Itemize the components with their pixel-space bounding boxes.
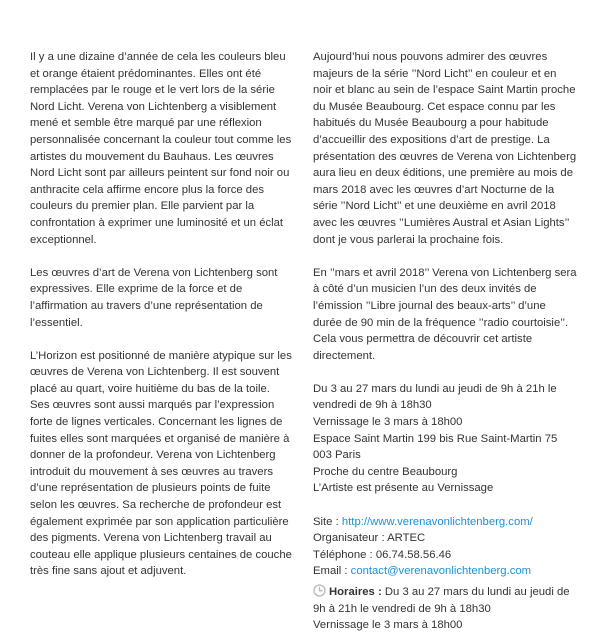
- site-label: Site :: [313, 515, 342, 528]
- email-link[interactable]: contact@verenavonlichtenberg.com: [350, 565, 532, 578]
- exhibition-dates: Du 3 au 27 mars du lundi au jeudi de 9h à 21h le vendredi de 9h à 18h30: [313, 382, 557, 412]
- organizer-value: ARTEC: [387, 532, 426, 545]
- hours-label: Horaires :: [329, 586, 382, 598]
- exhibition-address: Espace Saint Martin 199 bis Rue Saint-Martin 75 003 Paris: [313, 432, 558, 462]
- hours-line: [313, 584, 577, 617]
- organizer-label: Organisateur :: [313, 532, 388, 545]
- paragraph-exhibition: Aujourd’hui nous pouvons admirer des œuvres majeurs de la série ’’Nord Licht’’ en couleur et en noir et blanc au sein de l’espace Saint Martin proche du Musée Beaubourg. Cet espace connu par les habitués du Musée Beaubourg a pour habitude d’accueillir des expositions d’art de prestige. La présentation des œuvres de Verena von Lichtenberg aura lieu en deux éditions, une première au mois de mars 2018 avec les œuvres d’art Nocturne de la série ’’Nord Licht’’ et une deuxième en avril 2018 avec les œuvres ’’Lumières Austral et Asian Lights’’ dont je vous parlerai la prochaine fois.: [313, 51, 577, 246]
- spacer: [313, 497, 577, 514]
- right-column: [313, 49, 577, 634]
- email-label: Email :: [313, 565, 351, 578]
- exhibition-near: Proche du centre Beaubourg: [313, 465, 458, 478]
- organizer-line: [313, 530, 577, 547]
- phone-value: 06.74.58.56.46: [375, 548, 452, 561]
- phone-line: [313, 547, 577, 564]
- clock-icon: [313, 584, 326, 597]
- phone-label: Téléphone :: [313, 548, 376, 561]
- hours-text: Du 3 au 27 mars du lundi au jeudi de 9h à 21h le vendredi de 9h à 18h30: [313, 586, 570, 615]
- paragraph-radio: En ’’mars et avril 2018’’ Verena von Lichtenberg sera à côté d’un musicien l’un des deux invités de l’émission ’’Libre journal des beaux-arts’’ d’une durée de 90 min de la fréquence ’’radio courtoisie’’. Cela vous permettra de découvrir cet artiste directement.: [313, 266, 577, 362]
- hours-vernissage: Vernissage le 3 mars à 18h00: [313, 619, 463, 632]
- site-link[interactable]: http://www.verenavonlichtenberg.com/: [341, 515, 533, 528]
- paragraph-expressive: Les œuvres d’art de Verena von Lichtenberg sont expressives. Elle exprime de la force et de l’affirmation au travers d’une représentation de l’essentiel.: [30, 266, 278, 329]
- artist-present: L’Artiste est présente au Vernissage: [313, 482, 494, 495]
- site-line: [313, 514, 577, 531]
- left-column: [30, 49, 292, 580]
- vernissage-info: Vernissage le 3 mars à 18h00: [313, 416, 463, 429]
- email-line: [313, 563, 577, 580]
- paragraph-colors: Il y a une dizaine d’année de cela les couleurs bleu et orange étaient prédominantes. Elles ont été remplacées par le rouge et le vert lors de la série Nord Licht. Verena von Lichtenberg a visiblement mené et semble être marqué par une réflexion personnalisée concernant la couleur tout comme les artistes du mouvement du Bauhaus. Les œuvres Nord Licht sont par ailleurs peintent sur fond noir ou anthracite cela affirme encore plus la force des couleurs du premier plan. Elle parvient par la confrontation à exprimer une luminosité et un éclat exceptionnel.: [30, 51, 292, 246]
- paragraph-horizon: L’Horizon est positionné de manière atypique sur les œuvres de Verena von Lichtenberg. Il est souvent placé au quart, voire huitième du bas de la toile. Ses œuvres sont aussi marqués par l’expression forte de lignes verticales. Concernant les lignes de fuites elles sont marquées et organisé de manière à donner de la profondeur. Verena von Lichtenberg introduit du mouvement à ses œuvres au travers d’une représentation de plusieurs points de fuite selon les œuvres. Sa recherche de profondeur est également exprimée par son application particulière des pigments. Verena von Lichtenberg travail au couteau elle applique plusieurs centaines de couche très fine sans ajout et adjuvent.: [30, 349, 292, 578]
